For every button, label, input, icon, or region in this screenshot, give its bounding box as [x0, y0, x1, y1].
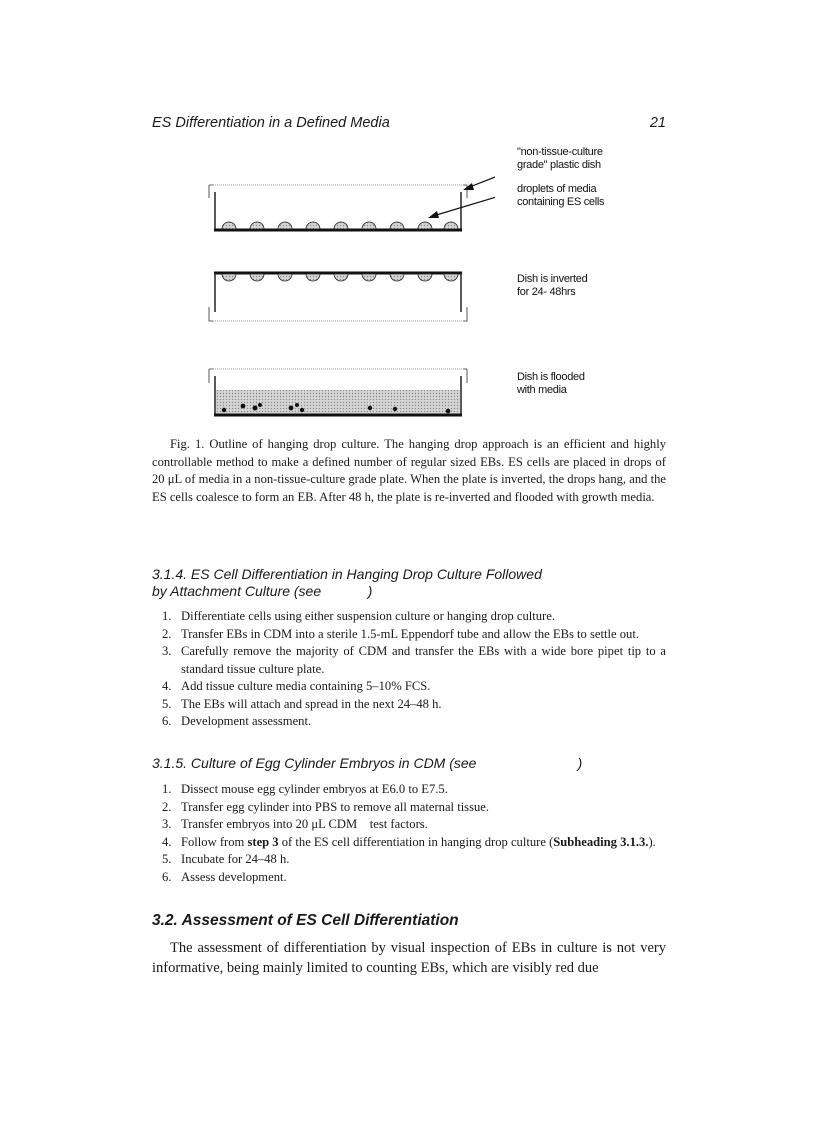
- list-item: 4. Follow from step 3 of the ES cell differentiation in hanging drop culture (Subheading 3.1.3.).: [162, 834, 656, 849]
- page-number: 21: [649, 115, 666, 131]
- list-item: 6. Development assessment.: [162, 714, 312, 728]
- list-item: 2. Transfer egg cylinder into PBS to remove all maternal tissue.: [162, 799, 490, 814]
- list-item: 1. Dissect mouse egg cylinder embryos at E6.0 to E7.5.: [162, 782, 448, 796]
- list-item: 2. Transfer EBs in CDM into a sterile 1.5-mL Eppendorf tube and allow the EBs to settle out.: [162, 626, 639, 641]
- figure-caption: Fig. 1. Outline of hanging drop culture. The hanging drop approach is an efficient and highly controllable method to make a defined number of regular sized EBs. ES cells are placed in drops of 20 μL of media in a non-tissue-culture grade plate. When the plate is inverted, the drops hang, and the ES cells coalesce to form an EB. After 48 h, the plate is re-inverted and flooded with growth media.: [152, 437, 666, 504]
- dish-panel-droplets: [209, 170, 495, 230]
- section-3-1-5-heading: 3.1.5. Culture of Egg Cylinder Embryos in CDM (see ): [152, 755, 583, 771]
- running-head: [152, 115, 666, 131]
- hanging-drop-diagram: [195, 140, 495, 425]
- droplets-hanging: [222, 274, 458, 281]
- growth-media: [216, 390, 460, 414]
- list-item: 5. The EBs will attach and spread in the next 24–48 h.: [162, 696, 442, 711]
- running-title: ES Differentiation in a Defined Media: [152, 115, 390, 131]
- label-flooded: Dish is flooded with media: [517, 371, 585, 396]
- section-3-1-4-heading: 3.1.4. ES Cell Differentiation in Hanging Drop Culture Followed by Attachment Culture (see ): [152, 566, 542, 599]
- dish-panel-flooded: [209, 369, 467, 415]
- section-3-2-paragraph: The assessment of differentiation by visual inspection of EBs in culture is not very informative, being mainly limited to counting EBs, which are visibly red due: [152, 940, 666, 976]
- list-item: 4. Add tissue culture media containing 5–10% FCS.: [162, 679, 431, 693]
- list-item: 3. Transfer embryos into 20 μL CDM test factors.: [162, 817, 428, 831]
- label-droplets: droplets of media containing ES cells: [517, 183, 605, 208]
- label-inverted: Dish is inverted for 24- 48hrs: [517, 273, 588, 298]
- arrow-to-dish: [463, 170, 495, 190]
- dish-panel-inverted: [209, 273, 467, 321]
- list-item: 6. Assess development.: [162, 869, 287, 884]
- section-3-1-4-steps: [152, 608, 666, 731]
- section-3-2-heading: 3.2. Assessment of ES Cell Differentiation: [152, 912, 459, 929]
- section-3-1-5-steps: [152, 781, 666, 886]
- label-dish-type: "non-tissue-culture grade" plastic dish: [517, 146, 603, 171]
- list-item: 1. Differentiate cells using either suspension culture or hanging drop culture.: [162, 609, 555, 623]
- list-item: 5. Incubate for 24–48 h.: [162, 852, 290, 866]
- list-item: 3. Carefully remove the majority of CDM and transfer the EBs with a wide bore pipet tip to a standard tissue culture plate.: [162, 644, 666, 676]
- droplets-bottom: [222, 222, 458, 229]
